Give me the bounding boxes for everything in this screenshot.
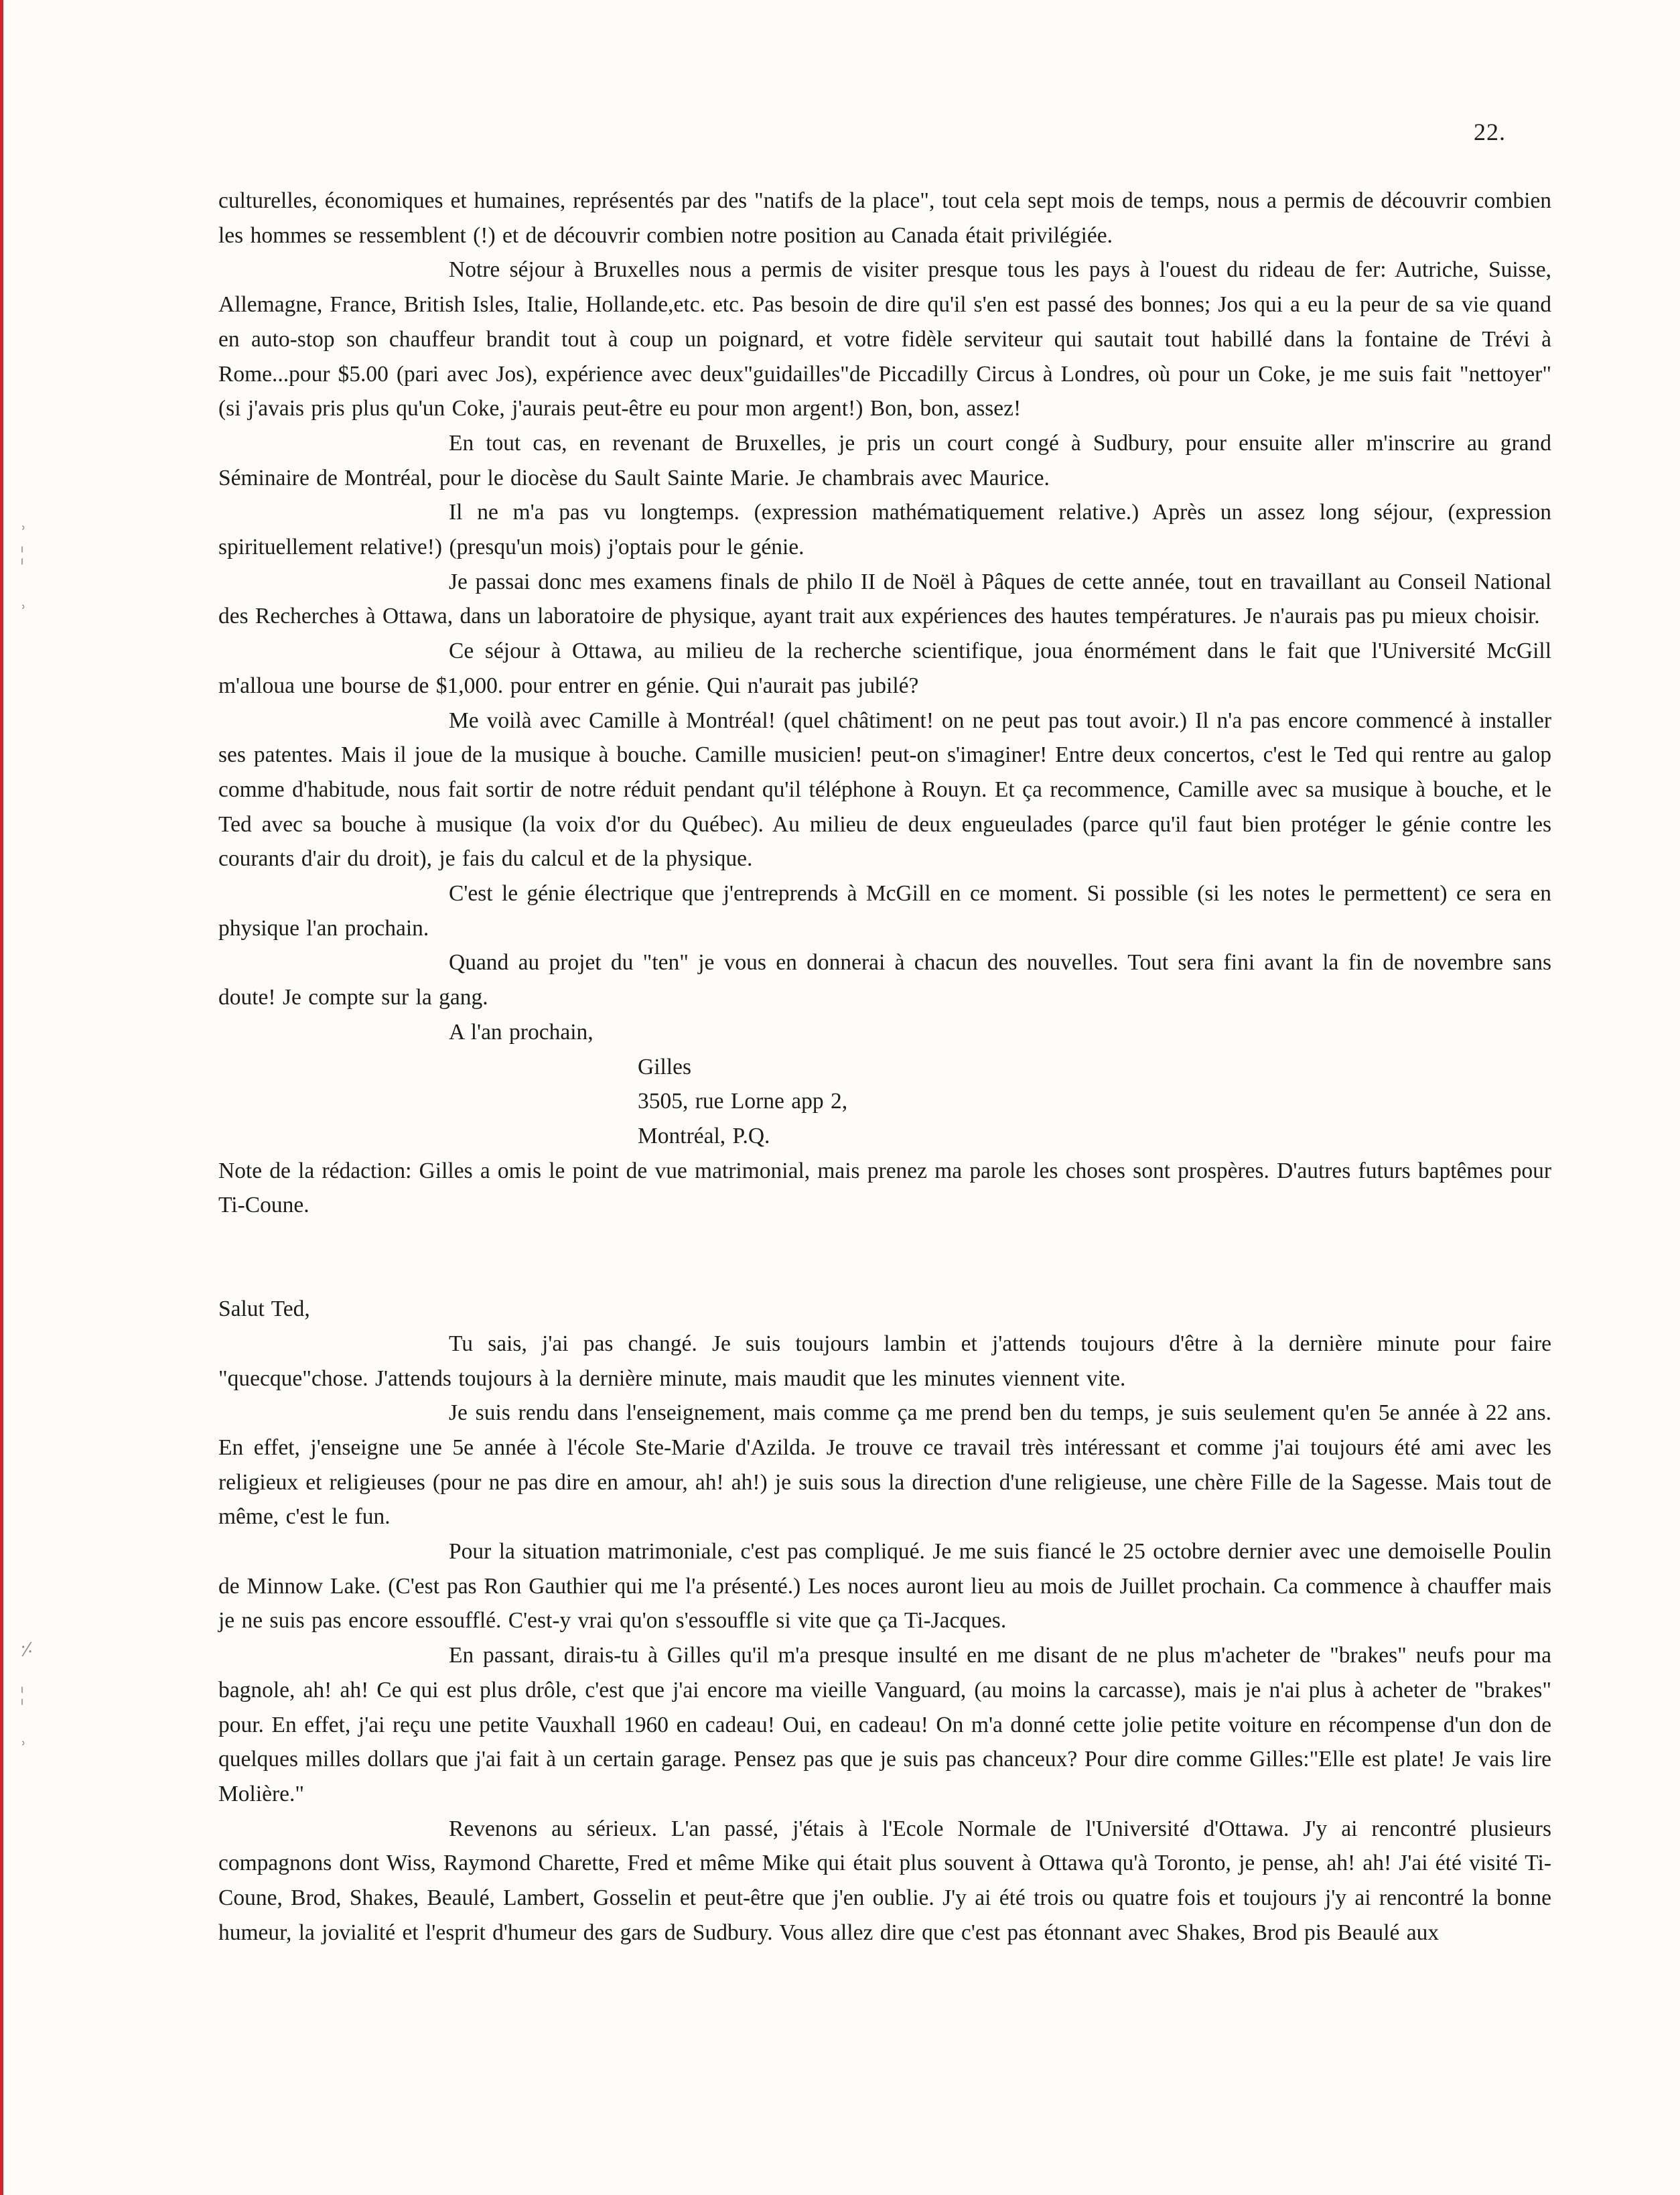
paragraph: culturelles, économiques et humaines, représentés par des "natifs de la place", tout cela sept mois de temps, nous a permis de découvrir combien les hommes se ressemblent (!) et de découvrir combien notre position au Canada était privilégiée. (218, 188, 1551, 248)
paragraph: Il ne m'a pas vu longtemps. (expression mathématiquement relative.) Après un assez long séjour, (expression spirituellement relative!) (presqu'un mois) j'optais pour le génie. (218, 500, 1551, 560)
paragraph: En passant, dirais-tu à Gilles qu'il m'a presque insulté en me disant de ne plus m'acheter de "brakes" neufs pour ma bagnole, ah! ah! Ce qui est plus drôle, c'est que j'ai encore ma vieille Vanguard, (au moins la carcasse), mais je n'ai plus à acheter de "brakes" pour. En effet, j'ai reçu une petite Vauxhall 1960 en cadeau! Oui, en cadeau! On m'a donné cette jolie petite voiture en récompense d'un don de quelques milles dollars que j'ai fait à un certain garage. Pensez pas que je suis pas chanceux? Pour dire comme Gilles:"Elle est plate! Je vais lire Molière." (218, 1643, 1551, 1806)
signature-address-line: Montréal, P.Q. (638, 1123, 770, 1148)
section-gap (218, 1223, 1551, 1292)
closing-line: A l'an prochain, (449, 1019, 593, 1045)
paragraph: Je passai donc mes examens finals de philo II de Noël à Pâques de cette année, tout en travaillant au Conseil National des Recherches à Ottawa, dans un laboratoire de physique, ayant trait aux expériences des hautes températures. Je n'aurais pas pu mieux choisir. (218, 569, 1551, 629)
page-edge-red-line (0, 0, 3, 2195)
paragraph: C'est le génie électrique que j'entreprends à McGill en ce moment. Si possible (si les notes le permettent) ce sera en physique l'an prochain. (218, 881, 1551, 941)
paragraph: Tu sais, j'ai pas changé. Je suis toujours lambin et j'attends toujours d'être à la dernière minute pour faire "quecque"chose. J'attends toujours à la dernière minute, mais maudit que les minutes viennent vite. (218, 1331, 1551, 1391)
paragraph: Me voilà avec Camille à Montréal! (quel châtiment! on ne peut pas tout avoir.) Il n'a pas encore commencé à installer ses patentes. Mais il joue de la musique à bouche. Camille musicien! peut-on s'imaginer! Entre deux concertos, c'est le Ted qui rentre au galop comme d'habitude, nous fait sortir de notre réduit pendant qu'il téléphone à Rouyn. Et ça recommence, Camille avec sa musique à bouche, et le Ted avec sa bouche à musique (la voix d'or du Québec). Au milieu de deux engueulades (parce qu'il faut bien protéger le génie contre les courants d'air du droit), je fais du calcul et de la physique. (218, 708, 1551, 872)
editor-note: Note de la rédaction: Gilles a omis le point de vue matrimonial, mais prenez ma parole les choses sont prospères. D'autres futurs baptêmes pour Ti-Coune. (218, 1158, 1551, 1218)
salutation: Salut Ted, (218, 1296, 310, 1322)
document-body (218, 184, 1551, 1950)
paragraph: En tout cas, en revenant de Bruxelles, je pris un court congé à Sudbury, pour ensuite aller m'inscrire au grand Séminaire de Montréal, pour le diocèse du Sault Sainte Marie. Je chambrais avec Maurice. (218, 430, 1551, 490)
paragraph: Notre séjour à Bruxelles nous a permis de visiter presque tous les pays à l'ouest du rideau de fer: Autriche, Suisse, Allemagne, France, British Isles, Italie, Hollande,etc. etc. Pas besoin de dire qu'il s'en est passé des bonnes; Jos qui a eu la peur de sa vie quand en auto-stop son chauffeur brandit tout à coup un poignard, et votre fidèle serviteur qui sautait tout habillé dans la fontaine de Trévi à Rome...pour $5.00 (pari avec Jos), expérience avec deux"guidailles"de Piccadilly Circus à Londres, où pour un Coke, je me suis fait "nettoyer" (si j'avais pris plus qu'un Coke, j'aurais peut-être eu pour mon argent!) Bon, bon, assez! (218, 257, 1551, 421)
signature-address-line: 3505, rue Lorne app 2, (638, 1089, 848, 1114)
paragraph: Revenons au sérieux. L'an passé, j'étais à l'Ecole Normale de l'Université d'Ottawa. J'y ai rencontré plusieurs compagnons dont Wiss, Raymond Charette, Fred et même Mike qui était plus souvent à Ottawa qu'à Toronto, je pense, ah! ah! J'ai été visité Ti-Coune, Brod, Shakes, Beaulé, Lambert, Gosselin et peut-être que j'en oublie. J'y ai été trois ou quatre fois et toujours j'y ai rencontré la bonne humeur, la jovialité et l'esprit d'humeur des gars de Sudbury. Vous allez dire que c'est pas étonnant avec Shakes, Brod pis Beaulé aux (218, 1816, 1551, 1945)
paragraph: Ce séjour à Ottawa, au milieu de la recherche scientifique, joua énormément dans le fait que l'Université McGill m'alloua une bourse de $1,000. pour entrer en génie. Qui n'aurait pas jubilé? (218, 639, 1551, 698)
paragraph: Quand au projet du "ten" je vous en donnerai à chacun des nouvelles. Tout sera fini avant la fin de novembre sans doute! Je compte sur la gang. (218, 950, 1551, 1010)
signature-name: Gilles (638, 1054, 692, 1079)
paragraph: Pour la situation matrimoniale, c'est pas compliqué. Je me suis fiancé le 25 octobre dernier avec une demoiselle Poulin de Minnow Lake. (C'est pas Ron Gauthier qui me l'a présenté.) Les noces auront lieu au mois de Juillet prochain. Ca commence à chauffer mais je ne suis pas encore essoufflé. C'est-y vrai qu'on s'essouffle si vite que ça Ti-Jacques. (218, 1539, 1551, 1634)
paragraph: Je suis rendu dans l'enseignement, mais comme ça me prend ben du temps, je suis seulement qu'en 5e année à 22 ans. En effet, j'enseigne une 5e année à l'école Ste-Marie d'Azilda. Je trouve ce travail très intéressant et comme j'ai toujours été ami avec les religieux et religieuses (pour ne pas dire en amour, ah! ah!) je suis sous la direction d'une religieuse, une chère Fille de la Sagesse. Mais tout de même, c'est le fun. (218, 1400, 1551, 1530)
page-number: 22. (1474, 119, 1506, 145)
